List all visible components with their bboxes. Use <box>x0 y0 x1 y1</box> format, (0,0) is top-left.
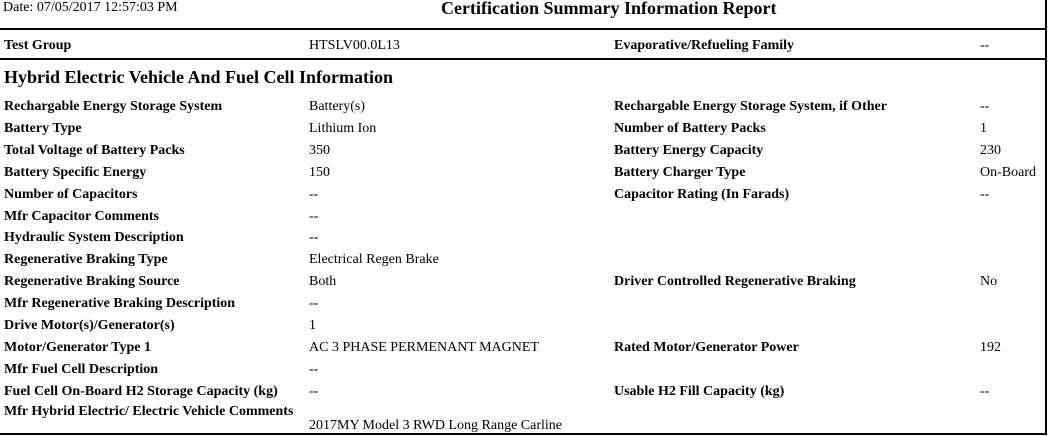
field-value: 150 <box>309 165 330 180</box>
comments-value: 2017MY Model 3 RWD Long Range Carline <box>309 418 563 433</box>
field-value: 350 <box>309 143 330 158</box>
field-value: -- <box>309 230 319 245</box>
test-group-value: HTSLV00.0L13 <box>309 38 400 53</box>
field-value: -- <box>309 296 319 311</box>
field-label-right: Usable H2 Fill Capacity (kg) <box>614 384 785 399</box>
field-label: Drive Motor(s)/Generator(s) <box>4 318 175 333</box>
field-label: Rechargable Energy Storage System <box>4 99 223 114</box>
field-label-right: Rechargable Energy Storage System, if Other <box>614 99 887 114</box>
report-date: Date: 07/05/2017 12:57:03 PM <box>3 0 178 15</box>
field-label: Regenerative Braking Source <box>4 274 180 289</box>
section-title: Hybrid Electric Vehicle And Fuel Cell Information <box>4 67 393 87</box>
field-label-right: Capacitor Rating (In Farads) <box>614 187 790 202</box>
field-value-right: 230 <box>980 143 1001 158</box>
field-label-right: Rated Motor/Generator Power <box>614 340 799 355</box>
field-value: -- <box>309 362 319 377</box>
section-rule <box>0 58 1045 60</box>
field-value-right: -- <box>980 99 990 114</box>
field-value-right: No <box>980 274 998 289</box>
test-group-label: Test Group <box>4 38 72 53</box>
evap-family-label: Evaporative/Refueling Family <box>614 38 795 53</box>
field-label-right: Battery Energy Capacity <box>614 143 764 158</box>
field-label: Battery Type <box>4 121 82 136</box>
field-value: Electrical Regen Brake <box>309 252 439 267</box>
field-label: Mfr Regenerative Braking Description <box>4 296 236 311</box>
field-label: Number of Capacitors <box>4 187 138 202</box>
report-header <box>0 0 1045 22</box>
field-value: -- <box>309 209 319 224</box>
field-value: Battery(s) <box>309 99 365 114</box>
report-title: Certification Summary Information Report <box>441 0 777 18</box>
field-label: Hydraulic System Description <box>4 230 184 245</box>
field-label-right: Driver Controlled Regenerative Braking <box>614 274 856 289</box>
field-label: Mfr Capacitor Comments <box>4 209 160 224</box>
field-value-right: On-Board <box>980 165 1036 180</box>
header-rule <box>0 28 1045 30</box>
field-label-right: Battery Charger Type <box>614 165 746 180</box>
field-value: 1 <box>309 318 316 333</box>
field-label: Mfr Fuel Cell Description <box>4 362 159 377</box>
field-value-right: -- <box>980 384 990 399</box>
field-value: AC 3 PHASE PERMENANT MAGNET <box>309 340 539 355</box>
field-value-right: 192 <box>980 340 1001 355</box>
field-value: -- <box>309 384 319 399</box>
comments-label: Mfr Hybrid Electric/ Electric Vehicle Comments <box>4 404 294 419</box>
field-label: Fuel Cell On-Board H2 Storage Capacity (kg) <box>4 384 278 399</box>
field-value: -- <box>309 187 319 202</box>
field-label-right: Number of Battery Packs <box>614 121 766 136</box>
evap-family-value: -- <box>980 38 990 53</box>
field-label: Motor/Generator Type 1 <box>4 340 151 355</box>
field-label: Total Voltage of Battery Packs <box>4 143 185 158</box>
field-value: Both <box>309 274 337 289</box>
field-value-right: -- <box>980 187 990 202</box>
field-value-right: 1 <box>980 121 987 136</box>
field-label: Battery Specific Energy <box>4 165 147 180</box>
field-label: Regenerative Braking Type <box>4 252 168 267</box>
field-value: Lithium Ion <box>309 121 377 136</box>
